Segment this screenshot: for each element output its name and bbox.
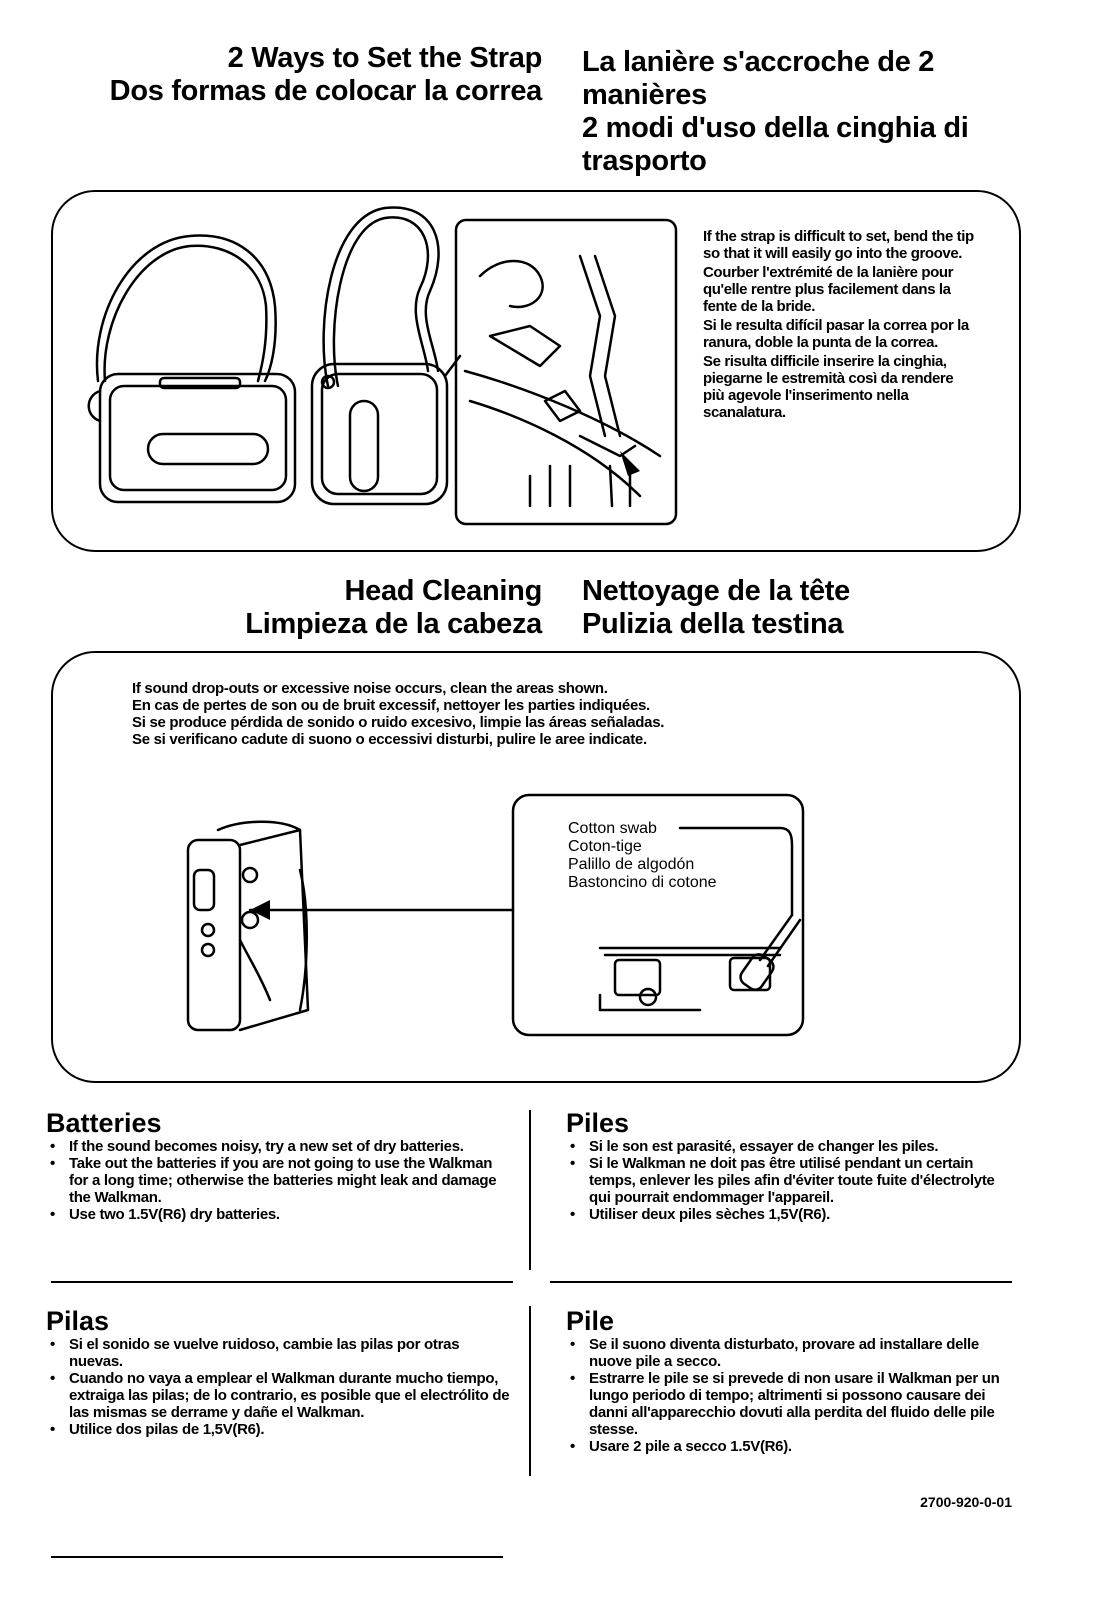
list-item: • Take out the batteries if you are not going to use the Walkman for a long time; otherwise the batteries might leak and damage the Walkman.	[46, 1155, 512, 1206]
batteries-section-english	[46, 1108, 512, 1223]
list-item: • Cuando no vaya a emplear el Walkman durante mucho tiempo, extraiga las pilas; de lo contrario, es posible que el electrólito de las mismas se derrame y dañe el Walkman.	[46, 1370, 512, 1421]
strap-title-english: 2 Ways to Set the Strap	[227, 42, 542, 74]
instruction-italian: Se si verificano cadute di suono o eccessivi disturbi, pulire le aree indicate.	[132, 731, 647, 748]
swab-label-italian: Bastoncino di cotone	[568, 874, 717, 891]
strap-note-spanish: Si le resulta difícil pasar la correa por la ranura, doble la punta de la correa.	[703, 317, 969, 351]
instruction-english: If sound drop-outs or excessive noise occurs, clean the areas shown.	[132, 680, 608, 697]
strap-title-italian: 2 modi d'uso della cinghia di trasporto	[582, 112, 969, 177]
strap-illustration	[60, 196, 700, 542]
batteries-list	[46, 1138, 512, 1223]
piles-title: Piles	[566, 1108, 630, 1138]
list-item: • Si le Walkman ne doit pas être utilisé pendant un certain temps, enlever les piles afin d'éviter toute fuite d'électrolyte qui pourrait endommager l'appareil.	[566, 1155, 1012, 1206]
strap-title-french: La lanière s'accroche de 2 manières	[582, 46, 935, 111]
head-cleaning-title-french: Nettoyage de la tête	[582, 575, 850, 607]
swab-label-french: Coton-tige	[568, 838, 642, 855]
column-divider-top	[529, 1110, 531, 1270]
list-item: • Estrarre le pile se si prevede di non usare il Walkman per un lungo periodo di tempo; altrimenti si possono causare dei danni all'apparecchio dovuti alla perdita del fluido delle pile stesse.	[566, 1370, 1012, 1438]
piles-section-french	[566, 1108, 1012, 1223]
head-cleaning-title-fr-it	[582, 575, 1022, 641]
head-cleaning-title-english: Head Cleaning	[344, 575, 542, 607]
batteries-title: Batteries	[46, 1108, 162, 1138]
strap-note-french: Courber l'extrémité de la lanière pour qu'elle rentre plus facilement dans la fente de la bride.	[703, 264, 954, 315]
head-cleaning-title-spanish: Limpieza de la cabeza	[245, 608, 542, 640]
pilas-title: Pilas	[46, 1306, 110, 1336]
list-item: • Se il suono diventa disturbato, provare ad installare delle nuove pile a secco.	[566, 1336, 1012, 1370]
footer-rule	[51, 1556, 503, 1558]
strap-title-fr-it	[582, 46, 1022, 178]
pilas-list	[46, 1336, 512, 1438]
list-item: • Utilice dos pilas de 1,5V(R6).	[46, 1421, 512, 1438]
list-item: • Si el sonido se vuelve ruidoso, cambie las pilas por otras nuevas.	[46, 1336, 512, 1370]
swab-label-spanish: Palillo de algodón	[568, 856, 695, 873]
cotton-swab-labels	[568, 820, 768, 892]
list-item: • Use two 1.5V(R6) dry batteries.	[46, 1206, 512, 1223]
list-item: • Utiliser deux piles sèches 1,5V(R6).	[566, 1206, 1012, 1223]
column-divider-bottom	[529, 1306, 531, 1476]
walkman-body-1	[100, 374, 295, 502]
section-divider-right	[550, 1281, 1012, 1283]
part-number: 2700-920-0-01	[920, 1494, 1012, 1510]
head-cleaning-title-italian: Pulizia della testina	[582, 608, 844, 640]
list-item: • If the sound becomes noisy, try a new set of dry batteries.	[46, 1138, 512, 1155]
strap-note-italian: Se risulta difficile inserire la cinghia, piegarne le estremità così da rendere più agevole l'inserimento nella scanalatura.	[703, 353, 954, 421]
head-cleaning-title-en-es	[40, 575, 542, 641]
list-item: • Si le son est parasité, essayer de changer les piles.	[566, 1138, 1012, 1155]
piles-list	[566, 1138, 1012, 1223]
strap-title-spanish: Dos formas de colocar la correa	[109, 75, 542, 107]
pilas-section-spanish	[46, 1306, 512, 1438]
list-item: • Usare 2 pile a secco 1.5V(R6).	[566, 1438, 1012, 1455]
instruction-spanish: Si se produce pérdida de sonido o ruido excesivo, limpie las áreas señaladas.	[132, 714, 665, 731]
open-walkman	[188, 840, 240, 1030]
instruction-french: En cas de pertes de son ou de bruit excessif, nettoyer les parties indiquées.	[132, 697, 650, 714]
section-divider-left	[51, 1281, 513, 1283]
strap-loop-1	[97, 236, 276, 381]
strap-title-en-es	[40, 42, 542, 108]
swab-label-english: Cotton swab	[568, 820, 657, 837]
pile-list	[566, 1336, 1012, 1455]
pile-title: Pile	[566, 1306, 615, 1336]
strap-note-english: If the strap is difficult to set, bend the tip so that it will easily go into the groove.	[703, 228, 974, 262]
strap-loop-2	[324, 207, 439, 386]
pile-section-italian	[566, 1306, 1012, 1455]
head-cleaning-instructions	[132, 680, 832, 748]
strap-detail-inset	[456, 220, 676, 524]
strap-notes	[703, 228, 975, 423]
